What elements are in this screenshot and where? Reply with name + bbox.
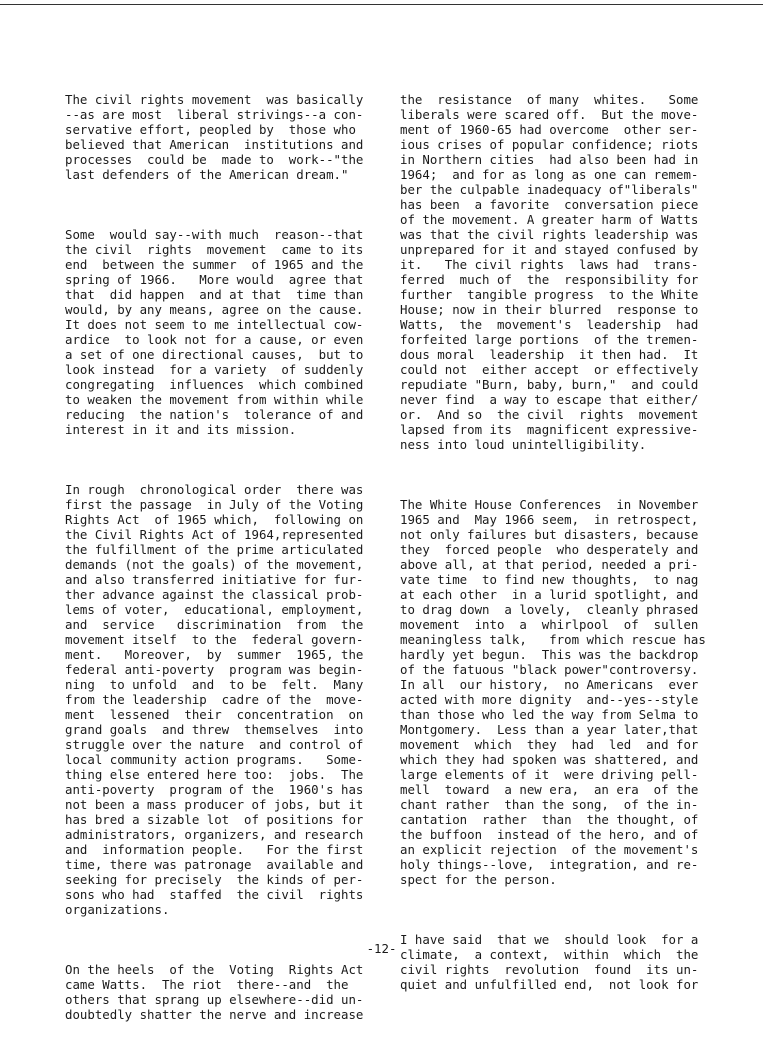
paragraph: In rough chronological order there was first the passage in July of the Voting Rights Act of 1965 which, following on the Civil Rights Act of 1964,represented the fulfillment of the prime articulated demands (not the goals) of the movement, and also transferred initiative for fur- ther advance against the classical prob- lems of voter, educational, employment, and service discrimination from the movement itself to the federal govern- ment. Moreover, by summer 1965, the federal anti-poverty program was begin- ning to unfold and to be felt. Many from the leadership cadre of the move- ment lessened their concentration on grand goals and threw themselves into struggle over the nature and control of local community action programs. Some- thing else entered here too: jobs. The anti-poverty program of the 1960's has not been a mass producer of jobs, but it has bred a sizable lot of positions for administrators, organizers, and research and information people. For the first time, there was patronage available and seeking for precisely the kinds of per- sons who had staffed the civil rights organizations. (65, 482, 364, 917)
paragraph: I have said that we should look for a climate, a context, within which the civil rights revolution found its un- quiet and unfulfilled end, not look for (400, 932, 699, 992)
left-column (65, 62, 371, 1052)
top-rule (0, 4, 763, 5)
paragraph: Some would say--with much reason--that the civil rights movement came to its end between the summer of 1965 and the spring of 1966. More would agree that that did happen and at that time than would, by any means, agree on the cause. It does not seem to me intellectual cow- ardice to look not for a cause, or even a set of one directional causes, but to look instead for a variety of suddenly congregating influences which combined to weaken the movement from within while reducing the nation's tolerance of and interest in it and its mission. (65, 227, 364, 437)
page-number: -12- (366, 941, 397, 956)
paragraph: The civil rights movement was basically --as are most liberal strivings--a con- servative effort, peopled by those who believed that American institutions and processes could be made to work--"the last defenders of the American dream." (65, 92, 364, 182)
paragraph: On the heels of the Voting Rights Act came Watts. The riot there--and the others that sprang up elsewhere--did un- doubtedly shatter the nerve and increase (65, 962, 364, 1022)
paragraph: The White House Conferences in November 1965 and May 1966 seem, in retrospect, not only failures but disasters, because they forced people who desperately and above all, at that period, needed a pri- vate time to find new thoughts, to nag at each other in a lurid spotlight, and to drag down a lovely, cleanly phrased movement into a whirlpool of sullen meaningless talk, from which rescue has hardly yet begun. This was the backdrop of the fatuous "black power"controversy. In all our history, no Americans ever acted with more dignity and--yes--style than those who led the way from Selma to Montgomery. Less than a year later,that movement which they had led and for which they had spoken was shattered, and large elements of it were driving pell- mell toward a new era, an era of the chant rather than the song, of the in- cantation rather than the thought, of the buffoon instead of the hero, and of an explicit rejection of the movement's holy things--love, integration, and re- spect for the person. (400, 497, 706, 887)
right-column (400, 62, 710, 1022)
paragraph: the resistance of many whites. Some liberals were scared off. But the move- ment of 1960-65 had overcome other ser- ious crises of popular confidence; riots in Northern cities had also been had in 1964; and for as long as one can remem- ber the culpable inadequacy of"liberals" has been a favorite conversation piece of the movement. A greater harm of Watts was that the civil rights leadership was unprepared for it and stayed confused by it. The civil rights laws had trans- ferred much of the responsibility for further tangible progress to the White House; now in their blurred response to Watts, the movement's leadership had forfeited large portions of the tremen- dous moral leadership it then had. It could not either accept or effectively repudiate "Burn, baby, burn," and could never find a way to escape that either/ or. And so the civil rights movement lapsed from its magnificent expressive- ness into loud unintelligibility. (400, 92, 699, 452)
